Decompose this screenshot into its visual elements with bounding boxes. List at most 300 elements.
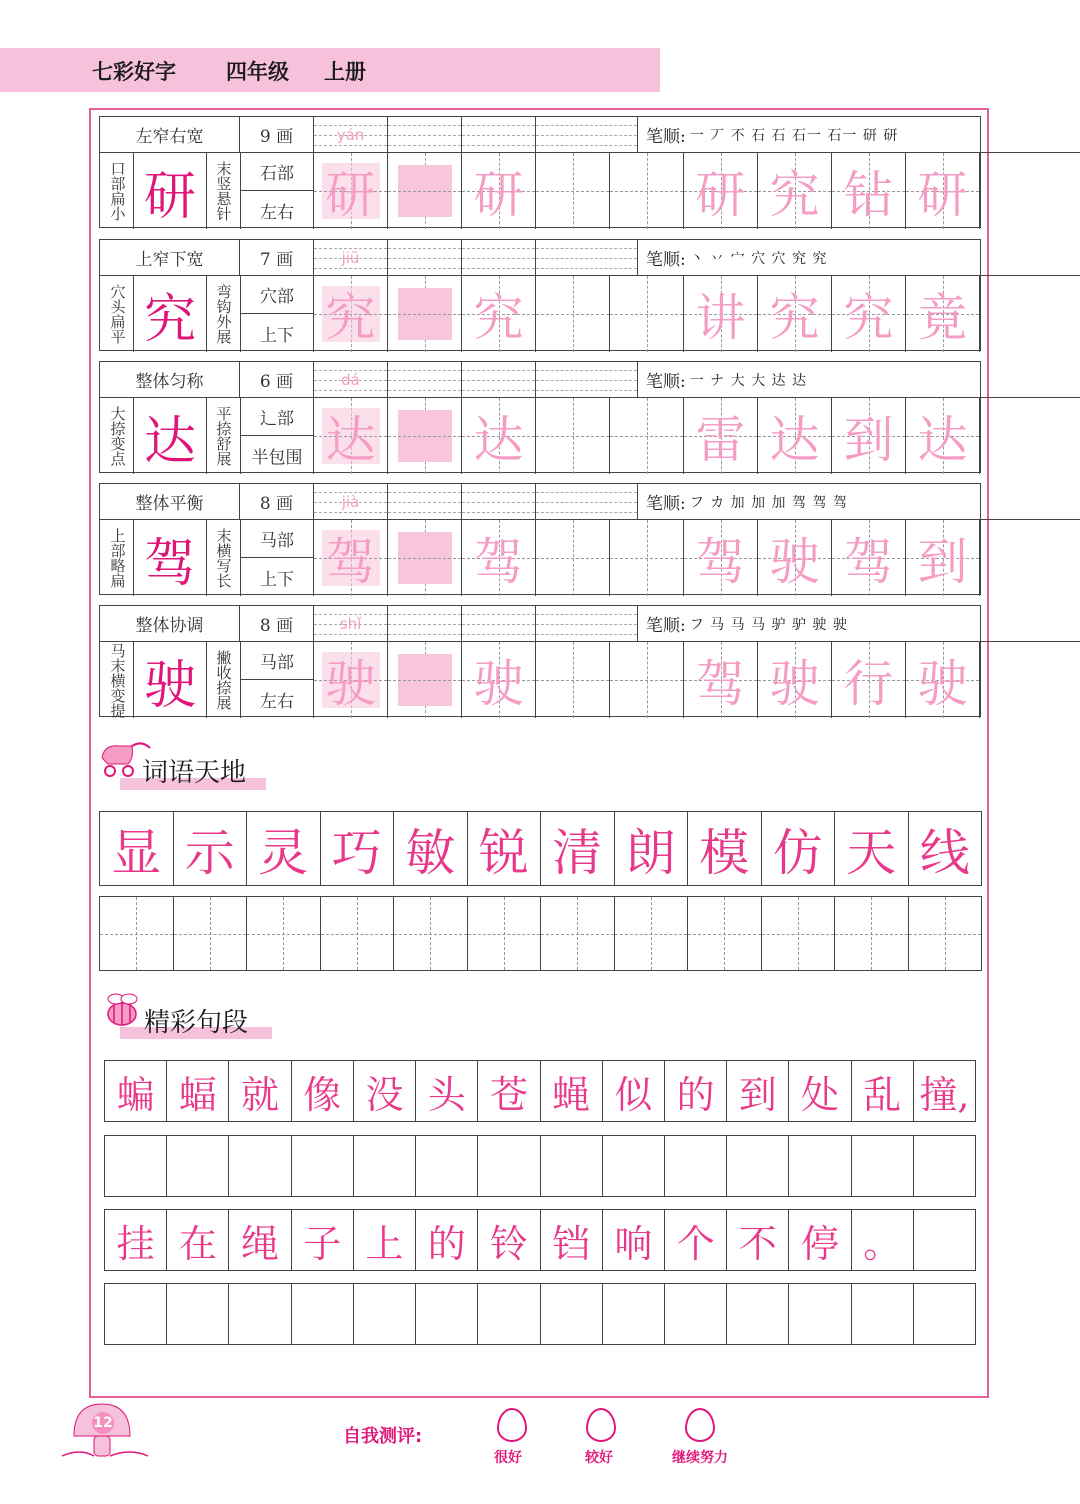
practice-box[interactable] bbox=[758, 153, 832, 229]
grid-char-text: 没 bbox=[365, 1072, 404, 1117]
grid-char bbox=[292, 1061, 354, 1121]
grid-char bbox=[478, 1210, 540, 1270]
word-char: 讲 bbox=[695, 289, 746, 347]
practice-box[interactable] bbox=[462, 520, 536, 596]
practice-box[interactable] bbox=[684, 276, 758, 352]
grid-char-text: 个 bbox=[676, 1221, 715, 1266]
practice-box[interactable] bbox=[758, 398, 832, 474]
pinyin: shǐ bbox=[339, 614, 362, 633]
blank-cell[interactable] bbox=[665, 1136, 727, 1196]
practice-box[interactable] bbox=[610, 520, 684, 596]
sentence-practice-2 bbox=[104, 1283, 976, 1345]
grid-char-text: 似 bbox=[614, 1072, 653, 1117]
practice-box[interactable] bbox=[388, 520, 462, 596]
words-practice-row bbox=[99, 896, 982, 971]
pinyin-box-empty[interactable] bbox=[536, 362, 638, 398]
word-char: 究 bbox=[843, 289, 894, 347]
bee-icon bbox=[98, 992, 146, 1032]
stroke-order-sequence: 一 丆 不 石 石 石一 石一 研 研 bbox=[689, 127, 899, 144]
word-char: 行 bbox=[843, 655, 894, 713]
pinyin-box-empty[interactable] bbox=[536, 240, 638, 276]
grid-char bbox=[321, 812, 395, 885]
grid-char bbox=[541, 812, 615, 885]
left-tip-text: 上部略扁 bbox=[108, 528, 127, 588]
face-good-icon[interactable] bbox=[586, 1408, 616, 1442]
grid-char-text: 头 bbox=[427, 1072, 466, 1117]
practice-box[interactable] bbox=[536, 398, 610, 474]
grid-char-text: 敏 bbox=[405, 823, 456, 882]
structure-label: 整体平衡 bbox=[100, 484, 240, 520]
stroke-order-label: 笔顺: bbox=[646, 127, 686, 147]
blank-cell[interactable] bbox=[541, 1284, 603, 1344]
right-tip bbox=[212, 520, 234, 596]
char-entry bbox=[99, 116, 981, 228]
left-tip bbox=[106, 398, 128, 474]
grid-char bbox=[688, 812, 762, 885]
word-char: 钻 bbox=[843, 166, 894, 224]
sentence-practice-1 bbox=[104, 1135, 976, 1197]
grid-char bbox=[100, 812, 174, 885]
trace-char: 驶 bbox=[325, 655, 376, 713]
grid-char bbox=[394, 812, 468, 885]
blank-cell[interactable] bbox=[229, 1284, 291, 1344]
word-char: 研 bbox=[917, 166, 968, 224]
structure-label: 左窄右宽 bbox=[100, 117, 240, 153]
blank-cell[interactable] bbox=[852, 1284, 914, 1344]
page-number: 12 bbox=[92, 1412, 114, 1434]
face-keep-trying-icon[interactable] bbox=[685, 1408, 715, 1442]
blank-cell[interactable] bbox=[914, 1136, 975, 1196]
blank-cell[interactable] bbox=[354, 1284, 416, 1344]
grid-char-text: 撞, bbox=[919, 1072, 970, 1117]
grid-char-text: 灵 bbox=[258, 823, 309, 882]
pinyin: dá bbox=[341, 370, 360, 389]
stroke-component-shading bbox=[398, 165, 452, 217]
blank-cell[interactable] bbox=[909, 897, 982, 970]
grid-char bbox=[247, 812, 321, 885]
blank-cell[interactable] bbox=[229, 1136, 291, 1196]
model-char: 究 bbox=[133, 276, 207, 352]
blank-cell[interactable] bbox=[835, 897, 909, 970]
practice-box[interactable] bbox=[536, 276, 610, 352]
practice-box[interactable] bbox=[536, 642, 610, 718]
pinyin-box-empty[interactable] bbox=[462, 117, 536, 153]
practice-box[interactable] bbox=[462, 398, 536, 474]
right-tip bbox=[212, 398, 234, 474]
grid-char bbox=[174, 812, 248, 885]
trace-char: 研 bbox=[325, 166, 376, 224]
pinyin-box-empty[interactable] bbox=[536, 484, 638, 520]
grid-char-text: 蝙 bbox=[116, 1072, 155, 1117]
practice-box[interactable] bbox=[314, 642, 388, 718]
practice-box[interactable] bbox=[388, 276, 462, 352]
grid-char-text: 线 bbox=[919, 823, 970, 882]
stroke-order-label: 笔顺: bbox=[646, 250, 686, 270]
grid-char-text: 铛 bbox=[552, 1221, 591, 1266]
grid-char bbox=[468, 812, 542, 885]
copy-char: 研 bbox=[473, 166, 524, 224]
layout-type: 左右 bbox=[240, 191, 314, 229]
practice-box[interactable] bbox=[610, 398, 684, 474]
grid-char-text: 模 bbox=[699, 823, 750, 882]
grid-char-text: 清 bbox=[552, 823, 603, 882]
right-tip-text: 平捺舒展 bbox=[214, 406, 233, 466]
grid-char-text: 到 bbox=[738, 1072, 777, 1117]
practice-box[interactable] bbox=[314, 276, 388, 352]
grid-char bbox=[852, 1061, 914, 1121]
blank-cell[interactable] bbox=[727, 1284, 789, 1344]
grid-char-text: 乱 bbox=[863, 1072, 902, 1117]
grid-char bbox=[835, 812, 909, 885]
practice-box[interactable] bbox=[462, 276, 536, 352]
pinyin-box-empty[interactable] bbox=[536, 606, 638, 642]
blank-cell[interactable] bbox=[105, 1136, 167, 1196]
practice-box[interactable] bbox=[388, 153, 462, 229]
grid-char bbox=[416, 1061, 478, 1121]
right-tip bbox=[212, 276, 234, 352]
blank-cell[interactable] bbox=[105, 1284, 167, 1344]
stroke-component-shading bbox=[398, 288, 452, 340]
grid-char bbox=[105, 1210, 167, 1270]
radical: 马部 bbox=[240, 520, 314, 558]
word-char: 驶 bbox=[917, 655, 968, 713]
sentence-line-2 bbox=[104, 1209, 976, 1271]
grid-char bbox=[615, 812, 689, 885]
grid-char bbox=[478, 1061, 540, 1121]
practice-box[interactable] bbox=[684, 153, 758, 229]
stroke-order-sequence: 丶 丷 宀 穴 穴 究 究 bbox=[689, 250, 828, 267]
word-char: 雷 bbox=[695, 411, 746, 469]
practice-box[interactable] bbox=[832, 398, 906, 474]
grid-char-text: 仿 bbox=[772, 823, 823, 882]
stroke-component-shading bbox=[398, 654, 452, 706]
model-char: 研 bbox=[133, 153, 207, 229]
grid-char bbox=[541, 1210, 603, 1270]
practice-box[interactable] bbox=[388, 642, 462, 718]
grid-char-text: 苍 bbox=[489, 1072, 528, 1117]
blank-cell[interactable] bbox=[914, 1284, 975, 1344]
grid-char-text: 绳 bbox=[241, 1221, 280, 1266]
left-tip-text: 马末横变提 bbox=[108, 642, 127, 718]
blank-cell[interactable] bbox=[789, 1284, 851, 1344]
grid-char bbox=[727, 1061, 789, 1121]
stroke-order-sequence: フ 马 马 马 驴 驴 驶 驶 bbox=[689, 616, 848, 633]
word-char: 达 bbox=[917, 411, 968, 469]
practice-box[interactable] bbox=[610, 642, 684, 718]
face-very-good-icon[interactable] bbox=[497, 1408, 527, 1442]
words-title: 词语天地 bbox=[142, 758, 247, 788]
word-char: 达 bbox=[769, 411, 820, 469]
word-char: 驾 bbox=[843, 533, 894, 591]
practice-box[interactable] bbox=[906, 520, 980, 596]
grid-char-text: 铃 bbox=[489, 1221, 528, 1266]
practice-box[interactable] bbox=[462, 642, 536, 718]
grid-char-text: 处 bbox=[801, 1072, 840, 1117]
word-char: 到 bbox=[843, 411, 894, 469]
practice-box[interactable] bbox=[906, 276, 980, 352]
practice-box[interactable] bbox=[832, 276, 906, 352]
left-tip bbox=[106, 153, 128, 229]
practice-box[interactable] bbox=[314, 520, 388, 596]
pinyin-box bbox=[314, 362, 388, 398]
practice-box[interactable] bbox=[610, 153, 684, 229]
word-char: 研 bbox=[695, 166, 746, 224]
left-tip-text: 大捺变点 bbox=[108, 406, 127, 466]
structure-label: 上窄下宽 bbox=[100, 240, 240, 276]
practice-box[interactable] bbox=[758, 276, 832, 352]
grid-char-text: 朗 bbox=[625, 823, 676, 882]
right-tip-text: 弯钩外展 bbox=[214, 284, 233, 344]
radical: 马部 bbox=[240, 642, 314, 680]
blank-cell[interactable] bbox=[688, 897, 762, 970]
grid-char bbox=[665, 1210, 727, 1270]
blank-cell[interactable] bbox=[541, 897, 615, 970]
practice-box[interactable] bbox=[536, 520, 610, 596]
stroke-order bbox=[638, 240, 1080, 276]
pinyin: jià bbox=[341, 492, 360, 511]
pinyin-box-empty[interactable] bbox=[462, 484, 536, 520]
pinyin-box-empty[interactable] bbox=[462, 606, 536, 642]
stroke-count: 9 画 bbox=[240, 117, 314, 153]
grid-char bbox=[909, 812, 982, 885]
pinyin-box bbox=[314, 484, 388, 520]
right-tip-text: 末横写长 bbox=[214, 528, 233, 588]
layout-type: 左右 bbox=[240, 680, 314, 718]
blank-cell[interactable] bbox=[727, 1136, 789, 1196]
blank-cell[interactable] bbox=[247, 897, 321, 970]
grid-char bbox=[603, 1061, 665, 1121]
grid-char bbox=[167, 1210, 229, 1270]
blank-cell[interactable] bbox=[468, 897, 542, 970]
grid-char-text: 巧 bbox=[331, 823, 382, 882]
model-char: 达 bbox=[133, 398, 207, 474]
grid-char bbox=[416, 1210, 478, 1270]
stroke-count: 6 画 bbox=[240, 362, 314, 398]
grade-label: 四年级 bbox=[226, 60, 289, 84]
trace-char: 究 bbox=[325, 289, 376, 347]
rating-keep-trying: 继续努力 bbox=[672, 1450, 728, 1466]
practice-box[interactable] bbox=[314, 398, 388, 474]
right-tip bbox=[212, 153, 234, 229]
blank-cell[interactable] bbox=[603, 1284, 665, 1344]
blank-cell[interactable] bbox=[603, 1136, 665, 1196]
grid-char-text: 锐 bbox=[478, 823, 529, 882]
trace-char: 驾 bbox=[325, 533, 376, 591]
pinyin-box-empty[interactable] bbox=[388, 606, 462, 642]
grid-char bbox=[229, 1210, 291, 1270]
blank-cell[interactable] bbox=[100, 897, 174, 970]
practice-box[interactable] bbox=[906, 153, 980, 229]
grid-char-text: 像 bbox=[303, 1072, 342, 1117]
stroke-order-label: 笔顺: bbox=[646, 616, 686, 636]
blank-cell[interactable] bbox=[394, 897, 468, 970]
practice-box[interactable] bbox=[610, 276, 684, 352]
right-tip-text: 末竖悬针 bbox=[214, 161, 233, 221]
grid-char bbox=[789, 1061, 851, 1121]
pinyin-box-empty[interactable] bbox=[388, 240, 462, 276]
practice-box[interactable] bbox=[684, 520, 758, 596]
grid-char bbox=[105, 1061, 167, 1121]
stroke-count: 7 画 bbox=[240, 240, 314, 276]
practice-box[interactable] bbox=[314, 153, 388, 229]
blank-cell[interactable] bbox=[615, 897, 689, 970]
pinyin: jiū bbox=[341, 248, 360, 267]
pinyin-box-empty[interactable] bbox=[388, 484, 462, 520]
grid-char bbox=[603, 1210, 665, 1270]
char-entry bbox=[99, 361, 981, 473]
practice-box[interactable] bbox=[462, 153, 536, 229]
sentence-title: 精彩句段 bbox=[144, 1008, 249, 1038]
layout-type: 半包围 bbox=[240, 436, 314, 474]
grid-char bbox=[292, 1210, 354, 1270]
pinyin-box-empty[interactable] bbox=[536, 117, 638, 153]
practice-box[interactable] bbox=[684, 642, 758, 718]
stroke-order-label: 笔顺: bbox=[646, 372, 686, 392]
word-char: 竟 bbox=[917, 289, 968, 347]
model-char: 驾 bbox=[133, 520, 207, 596]
grid-char-text: 天 bbox=[846, 823, 897, 882]
grid-char-text: 上 bbox=[365, 1221, 404, 1266]
structure-label: 整体匀称 bbox=[100, 362, 240, 398]
practice-box[interactable] bbox=[758, 642, 832, 718]
word-char: 驾 bbox=[695, 533, 746, 591]
practice-box[interactable] bbox=[684, 398, 758, 474]
grid-char-text: 响 bbox=[614, 1221, 653, 1266]
copy-char: 究 bbox=[473, 289, 524, 347]
stroke-order-sequence: フ カ 加 加 加 驾 驾 驾 bbox=[689, 494, 848, 511]
pinyin-box-empty[interactable] bbox=[462, 362, 536, 398]
grid-char-text: 子 bbox=[303, 1221, 342, 1266]
blank-cell[interactable] bbox=[167, 1136, 229, 1196]
trace-char: 达 bbox=[325, 411, 376, 469]
pinyin-box-empty[interactable] bbox=[388, 117, 462, 153]
self-eval-label: 自我测评: bbox=[343, 1426, 423, 1447]
model-char: 驶 bbox=[133, 642, 207, 718]
volume-label: 上册 bbox=[324, 60, 366, 84]
left-tip bbox=[106, 520, 128, 596]
pinyin-box bbox=[314, 117, 388, 153]
stroke-component-shading bbox=[398, 410, 452, 462]
book-title: 七彩好字 bbox=[92, 60, 176, 84]
rating-good: 较好 bbox=[585, 1450, 613, 1466]
grid-char-text: 停 bbox=[801, 1221, 840, 1266]
grid-char-text: 就 bbox=[241, 1072, 280, 1117]
stroke-count: 8 画 bbox=[240, 484, 314, 520]
grid-char bbox=[914, 1061, 975, 1121]
grid-char-text: 挂 bbox=[116, 1221, 155, 1266]
practice-box[interactable] bbox=[388, 398, 462, 474]
sentence-line-1 bbox=[104, 1060, 976, 1122]
right-tip bbox=[212, 642, 234, 718]
stroke-order bbox=[638, 117, 1080, 153]
practice-box[interactable] bbox=[832, 153, 906, 229]
stroke-order-sequence: 一 ナ 大 大 达 达 bbox=[689, 372, 807, 389]
right-tip-text: 撇收捺展 bbox=[214, 650, 233, 710]
header-banner bbox=[0, 48, 660, 92]
blank-cell[interactable] bbox=[665, 1284, 727, 1344]
blank-cell[interactable] bbox=[292, 1136, 354, 1196]
structure-label: 整体协调 bbox=[100, 606, 240, 642]
grid-char-text: 蝠 bbox=[178, 1072, 217, 1117]
blank-cell[interactable] bbox=[789, 1136, 851, 1196]
grid-char-text: 显 bbox=[111, 823, 162, 882]
grid-char bbox=[541, 1061, 603, 1121]
grid-char bbox=[789, 1210, 851, 1270]
pinyin-box-empty[interactable] bbox=[462, 240, 536, 276]
layout-type: 上下 bbox=[240, 558, 314, 596]
blank-cell[interactable] bbox=[416, 1136, 478, 1196]
grid-char-text: 。 bbox=[863, 1221, 902, 1266]
practice-box[interactable] bbox=[536, 153, 610, 229]
stroke-order bbox=[638, 606, 1080, 642]
blank-cell[interactable] bbox=[478, 1136, 540, 1196]
grid-char-text: 蝇 bbox=[552, 1072, 591, 1117]
char-entry bbox=[99, 239, 981, 351]
stroke-order bbox=[638, 484, 1080, 520]
blank-cell[interactable] bbox=[762, 897, 836, 970]
pinyin-box-empty[interactable] bbox=[388, 362, 462, 398]
copy-char: 驾 bbox=[473, 533, 524, 591]
grid-char bbox=[354, 1210, 416, 1270]
word-char: 到 bbox=[917, 533, 968, 591]
grid-char bbox=[229, 1061, 291, 1121]
grid-char bbox=[167, 1061, 229, 1121]
blank-cell[interactable] bbox=[321, 897, 395, 970]
stroke-count: 8 画 bbox=[240, 606, 314, 642]
left-tip-text: 穴头扁平 bbox=[108, 284, 127, 344]
words-row bbox=[99, 811, 982, 886]
stroke-order-label: 笔顺: bbox=[646, 494, 686, 514]
blank-cell[interactable] bbox=[478, 1284, 540, 1344]
stroke-component-shading bbox=[398, 532, 452, 584]
pinyin-box bbox=[314, 240, 388, 276]
pinyin-box bbox=[314, 606, 388, 642]
blank-cell[interactable] bbox=[167, 1284, 229, 1344]
blank-cell[interactable] bbox=[541, 1136, 603, 1196]
layout-type: 上下 bbox=[240, 314, 314, 352]
practice-box[interactable] bbox=[758, 520, 832, 596]
blank-cell[interactable] bbox=[354, 1136, 416, 1196]
stroke-order bbox=[638, 362, 1080, 398]
radical: 穴部 bbox=[240, 276, 314, 314]
radical: 石部 bbox=[240, 153, 314, 191]
practice-box[interactable] bbox=[906, 642, 980, 718]
blank-cell[interactable] bbox=[174, 897, 248, 970]
practice-box[interactable] bbox=[832, 520, 906, 596]
practice-box[interactable] bbox=[832, 642, 906, 718]
word-char: 驶 bbox=[769, 655, 820, 713]
left-tip-text: 口部扁小 bbox=[108, 161, 127, 221]
grid-char-text: 不 bbox=[738, 1221, 777, 1266]
grid-char bbox=[914, 1210, 975, 1270]
grid-char bbox=[665, 1061, 727, 1121]
blank-cell[interactable] bbox=[852, 1136, 914, 1196]
rating-very-good: 很好 bbox=[494, 1450, 522, 1466]
blank-cell[interactable] bbox=[416, 1284, 478, 1344]
pinyin: yán bbox=[336, 125, 365, 144]
word-char: 究 bbox=[769, 289, 820, 347]
grid-char-text: 的 bbox=[676, 1072, 715, 1117]
char-entry bbox=[99, 483, 981, 595]
copy-char: 驶 bbox=[473, 655, 524, 713]
word-char: 究 bbox=[769, 166, 820, 224]
grid-char-text: 的 bbox=[427, 1221, 466, 1266]
blank-cell[interactable] bbox=[292, 1284, 354, 1344]
grid-char bbox=[727, 1210, 789, 1270]
left-tip bbox=[106, 642, 128, 718]
copy-char: 达 bbox=[473, 411, 524, 469]
practice-box[interactable] bbox=[906, 398, 980, 474]
